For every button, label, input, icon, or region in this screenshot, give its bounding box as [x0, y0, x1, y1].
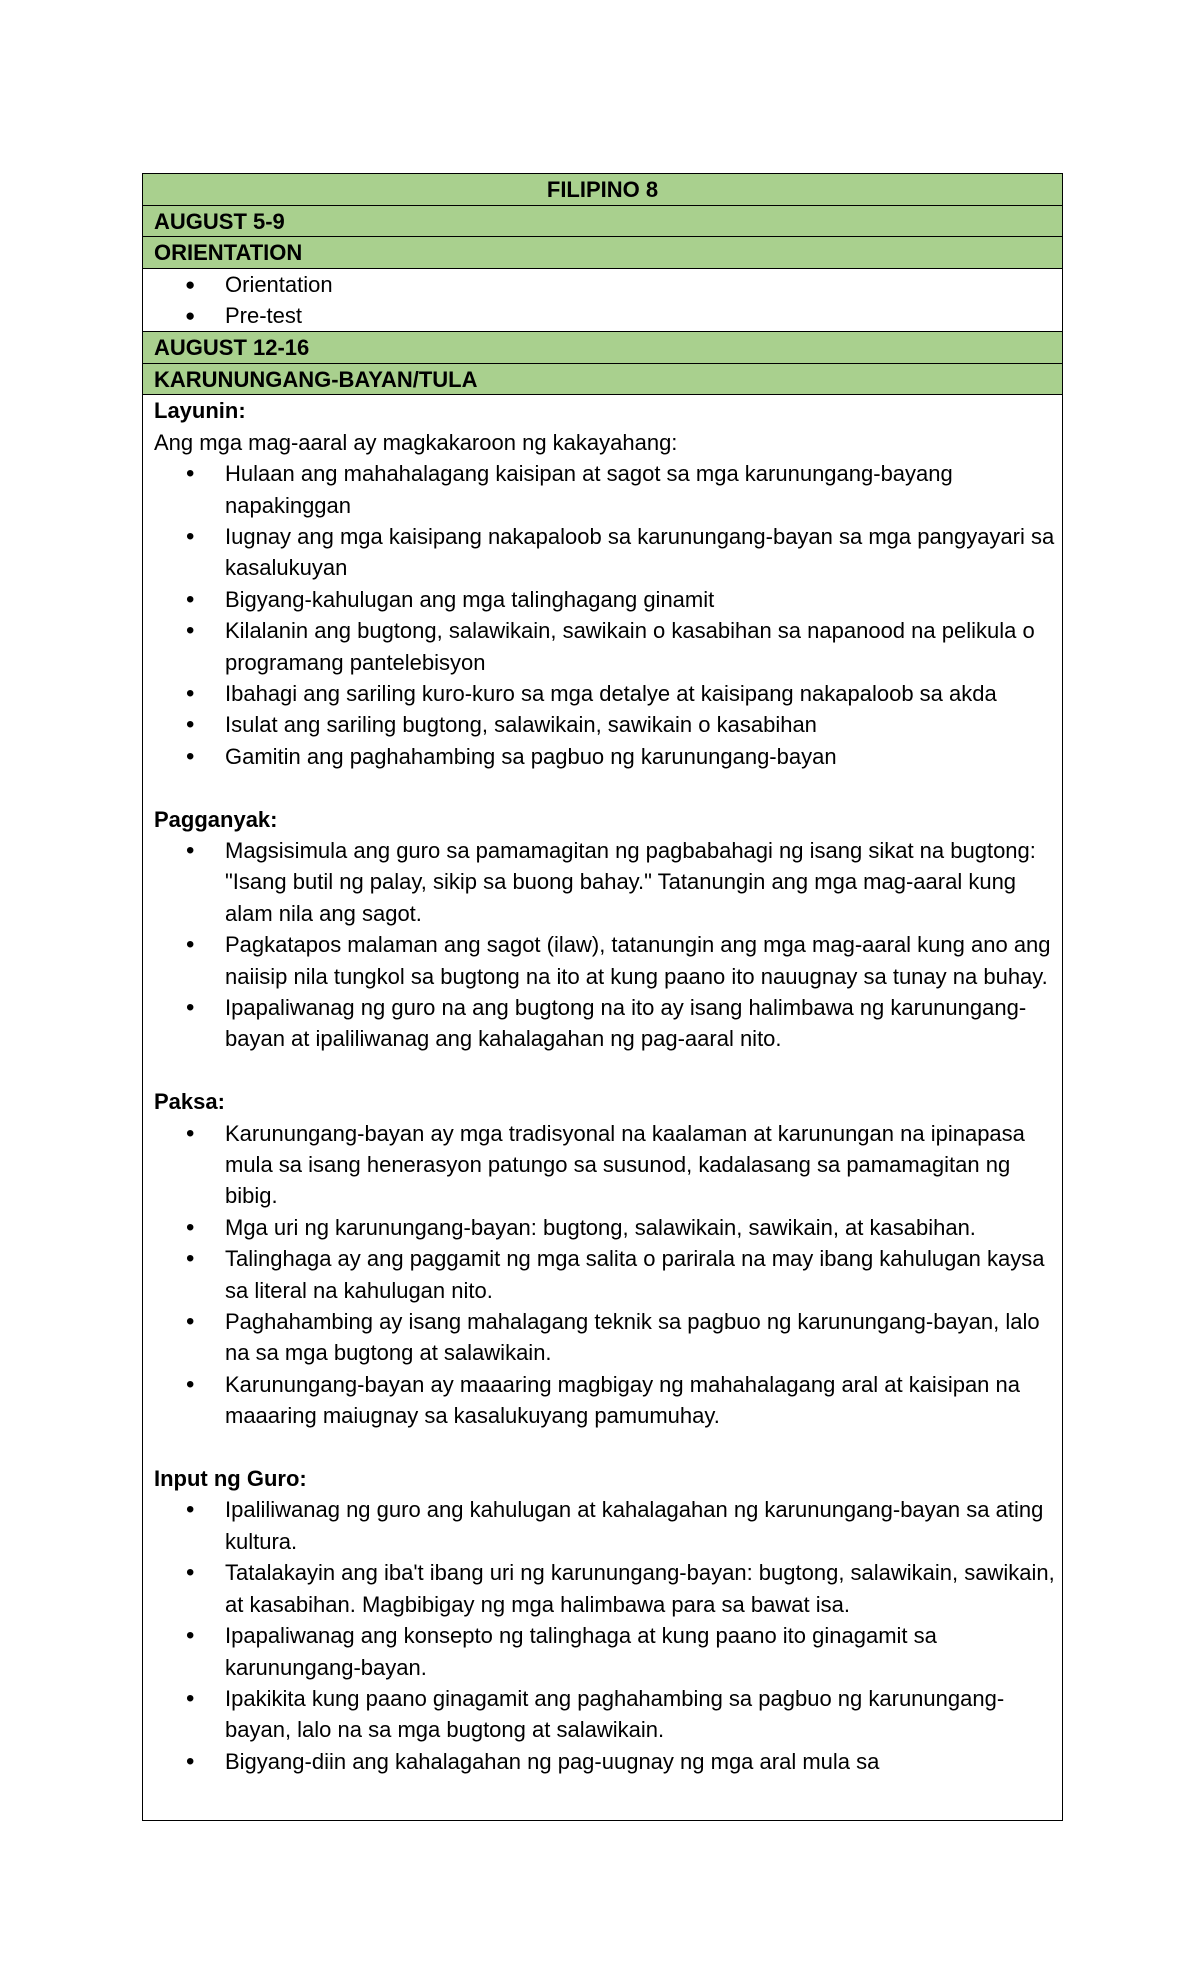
- list-item: • Ipapaliwanag ang konsepto ng talinghaga at kung paano ito ginagamit sa karunungang-bayan.: [143, 1620, 1062, 1683]
- list-item: • Hulaan ang mahahalagang kaisipan at sagot sa mga karunungang-bayang napakinggan: [143, 458, 1062, 521]
- subject-title: FILIPINO 8: [143, 174, 1062, 206]
- list-item: • Bigyang-diin ang kahalagahan ng pag-uugnay ng mga aral mula sa: [143, 1746, 1062, 1777]
- layunin-heading: Layunin:: [154, 398, 246, 424]
- list-item: • Isulat ang sariling bugtong, salawikain, sawikain o kasabihan: [143, 709, 1062, 740]
- topic-header-2: KARUNUNGANG-BAYAN/TULA: [143, 364, 1062, 396]
- list-item: • Ipapaliwanag ng guro na ang bugtong na ito ay isang halimbawa ng karunungang-bayan at ipaliliwanag ang kahalagahan ng pag-aaral nito.: [143, 992, 1062, 1055]
- list-item: • Karunungang-bayan ay mga tradisyonal na kaalaman at karunungan na ipinapasa mula sa isang henerasyon patungo sa susunod, kadalasang sa pamamagitan ng bibig.: [143, 1118, 1062, 1212]
- orientation-list: [143, 269, 1062, 332]
- list-item: • Magsisimula ang guro sa pamamagitan ng pagbabahagi ng isang sikat na bugtong: "Isang butil ng palay, sikip sa buong bahay." Tatanungin ang mga mag-aaral kung alam nila ang sagot.: [143, 835, 1062, 929]
- list-item: • Gamitin ang paghahambing sa pagbuo ng karunungang-bayan: [143, 741, 1062, 772]
- list-item: • Pagkatapos malaman ang sagot (ilaw), tatanungin ang mga mag-aaral kung ano ang naiisip nila tungkol sa bugtong na ito at kung paano ito nauugnay sa tunay na buhay.: [143, 929, 1062, 992]
- list-item: • Paghahambing ay isang mahalagang teknik sa pagbuo ng karunungang-bayan, lalo na sa mga bugtong at salawikain.: [143, 1306, 1062, 1369]
- input-heading: Input ng Guro:: [154, 1466, 307, 1492]
- list-item: ● Pre-test: [143, 300, 1062, 331]
- pagganyak-heading: Pagganyak:: [154, 806, 278, 832]
- layunin-list: [143, 458, 1062, 772]
- list-item: • Mga uri ng karunungang-bayan: bugtong, salawikain, sawikain, at kasabihan.: [143, 1212, 1062, 1243]
- list-item: • Iugnay ang mga kaisipang nakapaloob sa karunungang-bayan sa mga pangyayari sa kasalukuyan: [143, 521, 1062, 584]
- pagganyak-list: [143, 835, 1062, 1055]
- list-item: ● Orientation: [143, 269, 1062, 300]
- list-item: • Karunungang-bayan ay maaaring magbigay ng mahahalagang aral at kaisipan na maaaring maiugnay sa kasalukuyang pamumuhay.: [143, 1369, 1062, 1432]
- week-header-1: AUGUST 5-9: [143, 206, 1062, 238]
- lesson-content-cell: [143, 395, 1062, 1777]
- lesson-plan-table: [142, 173, 1063, 1821]
- layunin-intro: Ang mga mag-aaral ay magkakaroon ng kakayahang:: [154, 429, 678, 455]
- list-item: • Ibahagi ang sariling kuro-kuro sa mga detalye at kaisipang nakapaloob sa akda: [143, 678, 1062, 709]
- paksa-heading: Paksa:: [154, 1089, 225, 1115]
- list-item: • Kilalanin ang bugtong, salawikain, sawikain o kasabihan sa napanood na pelikula o programang pantelebisyon: [143, 615, 1062, 678]
- list-item: • Talinghaga ay ang paggamit ng mga salita o parirala na may ibang kahulugan kaysa sa literal na kahulugan nito.: [143, 1243, 1062, 1306]
- list-item: • Ipakikita kung paano ginagamit ang paghahambing sa pagbuo ng karunungang-bayan, lalo na sa mga bugtong at salawikain.: [143, 1683, 1062, 1746]
- orientation-cell: [143, 269, 1062, 333]
- input-list: [143, 1494, 1062, 1777]
- list-item: • Ipaliliwanag ng guro ang kahulugan at kahalagahan ng karunungang-bayan sa ating kultura.: [143, 1494, 1062, 1557]
- paksa-list: [143, 1118, 1062, 1432]
- list-item: • Bigyang-kahulugan ang mga talinghagang ginamit: [143, 584, 1062, 615]
- topic-header-1: ORIENTATION: [143, 237, 1062, 269]
- week-header-2: AUGUST 12-16: [143, 332, 1062, 364]
- list-item: • Tatalakayin ang iba't ibang uri ng karunungang-bayan: bugtong, salawikain, sawikain, at kasabihan. Magbibigay ng mga halimbawa para sa bawat isa.: [143, 1557, 1062, 1620]
